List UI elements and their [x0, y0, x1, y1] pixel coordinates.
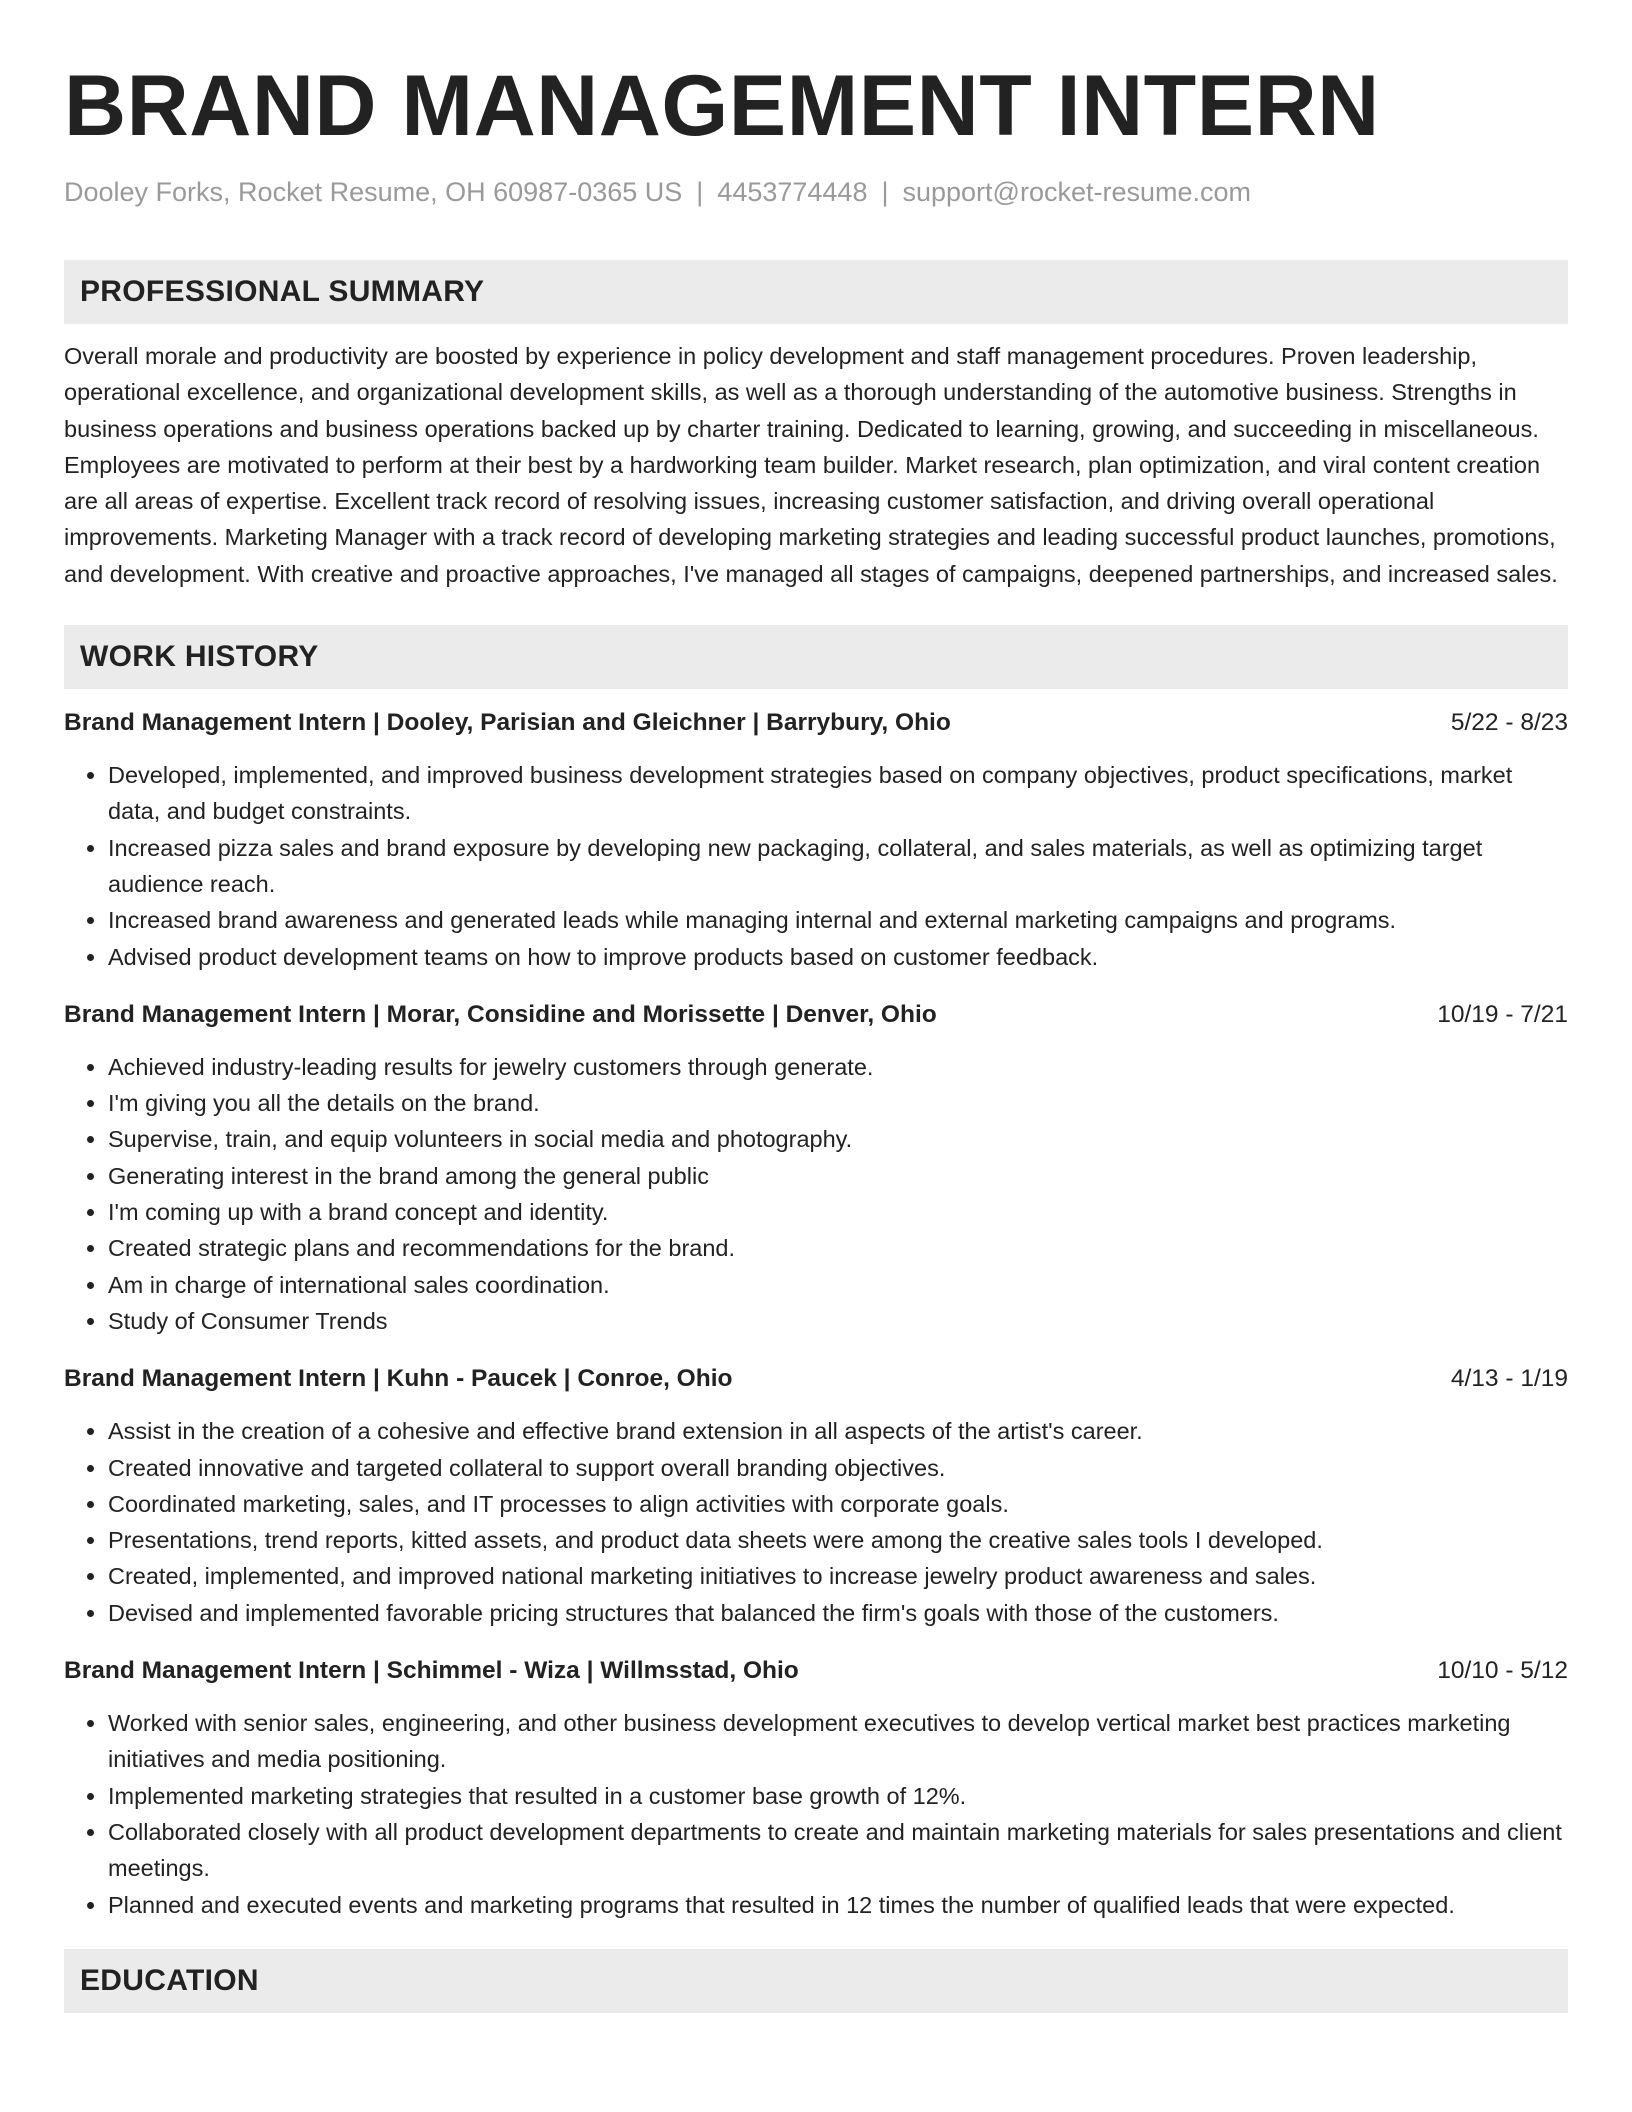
- contact-separator: |: [696, 177, 704, 207]
- job-entry: [64, 997, 1568, 1339]
- contact-phone: 4453774448: [717, 177, 868, 207]
- job-bullet: • Coordinated marketing, sales, and IT processes to align activities with corporate goals.: [108, 1486, 1568, 1522]
- job-bullet: • Generating interest in the brand among the general public: [108, 1158, 1568, 1194]
- job-entry: [64, 1361, 1568, 1631]
- job-bullet: • Created, implemented, and improved national marketing initiatives to increase jewelry product awareness and sales.: [108, 1558, 1568, 1594]
- job-bullet: • Study of Consumer Trends: [108, 1303, 1568, 1339]
- job-bullet: • Planned and executed events and marketing programs that resulted in 12 times the number of qualified leads that were expected.: [108, 1887, 1568, 1923]
- job-bullet: • Created innovative and targeted collateral to support overall branding objectives.: [108, 1450, 1568, 1486]
- job-bullet: • I'm giving you all the details on the brand.: [108, 1085, 1568, 1121]
- contact-email: support@rocket-resume.com: [902, 177, 1252, 207]
- job-bullet: • Implemented marketing strategies that resulted in a customer base growth of 12%.: [108, 1778, 1568, 1814]
- contact-address: Dooley Forks, Rocket Resume, OH 60987-0365 US: [64, 177, 683, 207]
- job-header: [64, 1361, 1568, 1397]
- section-header-summary: PROFESSIONAL SUMMARY: [64, 260, 1568, 324]
- job-header: [64, 705, 1568, 741]
- job-bullets: [64, 757, 1568, 975]
- job-bullet: • Worked with senior sales, engineering, and other business development executives to develop vertical market best practices marketing initiatives and media positioning.: [108, 1705, 1568, 1778]
- job-title: Brand Management Intern | Dooley, Parisian and Gleichner | Barrybury, Ohio: [64, 709, 951, 737]
- job-dates: 5/22 - 8/23: [1450, 709, 1568, 737]
- job-entry: [64, 705, 1568, 975]
- section-header-work-history: WORK HISTORY: [64, 625, 1568, 689]
- job-bullet: • I'm coming up with a brand concept and identity.: [108, 1194, 1568, 1230]
- resume-name: BRAND MANAGEMENT INTERN: [64, 58, 1380, 154]
- job-bullets: [64, 1705, 1568, 1923]
- job-bullets: [64, 1049, 1568, 1339]
- job-bullet: • Developed, implemented, and improved business development strategies based on company objectives, product specifications, market data, and budget constraints.: [108, 757, 1568, 830]
- job-header: [64, 1653, 1568, 1689]
- job-header: [64, 997, 1568, 1033]
- job-bullet: • Created strategic plans and recommendations for the brand.: [108, 1230, 1568, 1266]
- job-bullet: • Supervise, train, and equip volunteers in social media and photography.: [108, 1121, 1568, 1157]
- job-bullet: • Increased pizza sales and brand exposure by developing new packaging, collateral, and sales materials, as well as optimizing target audience reach.: [108, 830, 1568, 903]
- job-entry: [64, 1653, 1568, 1923]
- contact-line: [64, 174, 1568, 210]
- job-dates: 10/19 - 7/21: [1437, 1000, 1568, 1028]
- section-header-education: EDUCATION: [64, 1949, 1568, 2013]
- job-dates: 10/10 - 5/12: [1437, 1657, 1568, 1685]
- job-bullet: • Assist in the creation of a cohesive and effective brand extension in all aspects of the artist's career.: [108, 1413, 1568, 1449]
- job-title: Brand Management Intern | Morar, Considine and Morissette | Denver, Ohio: [64, 1000, 937, 1028]
- job-title: Brand Management Intern | Schimmel - Wiza | Willmsstad, Ohio: [64, 1657, 799, 1685]
- contact-separator: |: [881, 177, 889, 207]
- job-bullet: • Advised product development teams on how to improve products based on customer feedback.: [108, 939, 1568, 975]
- job-title: Brand Management Intern | Kuhn - Paucek | Conroe, Ohio: [64, 1365, 733, 1393]
- job-bullets: [64, 1413, 1568, 1631]
- summary-paragraph: Overall morale and productivity are boosted by experience in policy development and staff management procedures. Proven leadership, operational excellence, and organizational development skills, as well as a thorough understanding of the automotive business. Strengths in business operations and business operations backed up by charter training. Dedicated to learning, growing, and succeeding in miscellaneous. Employees are motivated to perform at their best by a hardworking team builder. Market research, plan optimization, and viral content creation are all areas of expertise. Excellent track record of resolving issues, increasing customer satisfaction, and driving overall operational improvements. Marketing Manager with a track record of developing marketing strategies and leading successful product launches, promotions, and development. With creative and proactive approaches, I've managed all stages of campaigns, deepened partnerships, and increased sales.: [64, 343, 1558, 587]
- job-bullet: • Presentations, trend reports, kitted assets, and product data sheets were among the creative sales tools I developed.: [108, 1522, 1568, 1558]
- job-bullet: • Am in charge of international sales coordination.: [108, 1267, 1568, 1303]
- job-bullet: • Devised and implemented favorable pricing structures that balanced the firm's goals with those of the customers.: [108, 1595, 1568, 1631]
- job-bullet: • Increased brand awareness and generated leads while managing internal and external marketing campaigns and programs.: [108, 902, 1568, 938]
- job-bullet: • Collaborated closely with all product development departments to create and maintain marketing materials for sales presentations and client meetings.: [108, 1814, 1568, 1887]
- job-bullet: • Achieved industry-leading results for jewelry customers through generate.: [108, 1049, 1568, 1085]
- job-dates: 4/13 - 1/19: [1450, 1365, 1568, 1393]
